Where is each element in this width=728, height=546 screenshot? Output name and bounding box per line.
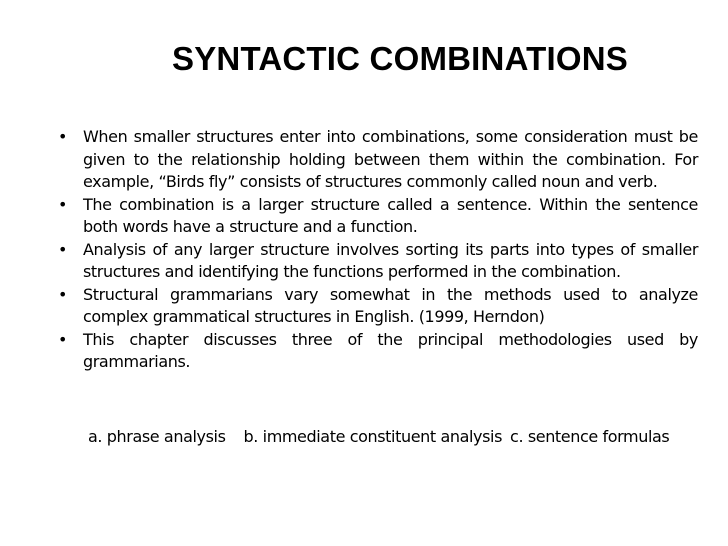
analysis-type-sentence-formulas: c. sentence formulas	[510, 427, 670, 446]
analysis-type-immediate-constituent: b. immediate constituent analysis	[243, 427, 503, 446]
slide-title: SYNTACTIC COMBINATIONS	[172, 40, 628, 77]
analysis-types-line	[88, 426, 669, 449]
bullet-icon: •	[58, 329, 68, 349]
bullet-item	[58, 126, 698, 194]
bullet-icon: •	[58, 284, 68, 304]
bullet-item	[58, 284, 698, 329]
bullet-item	[58, 194, 698, 239]
bullet-item	[58, 329, 698, 374]
bullet-text: When smaller structures enter into combinations, some consideration must be given to the relationship holding between them within the combination. For example, “Birds fly” consists of structures commonly called noun and verb.	[83, 127, 698, 191]
bullet-list	[58, 126, 698, 374]
bullet-icon: •	[58, 239, 68, 259]
bullet-text: Analysis of any larger structure involves sorting its parts into types of smaller structures and identifying the functions performed in the combination.	[83, 239, 698, 281]
analysis-type-phrase: a. phrase analysis	[88, 427, 226, 446]
bullet-text: This chapter discusses three of the principal methodologies used by grammarians.	[83, 329, 698, 371]
bullet-text: The combination is a larger structure called a sentence. Within the sentence both words have a structure and a function.	[83, 194, 698, 236]
bullet-icon: •	[58, 194, 68, 214]
bullet-item	[58, 239, 698, 284]
bullet-text: Structural grammarians vary somewhat in the methods used to analyze complex grammatical structures in English. (1999, Herndon)	[83, 284, 698, 326]
bullet-icon: •	[58, 127, 68, 146]
